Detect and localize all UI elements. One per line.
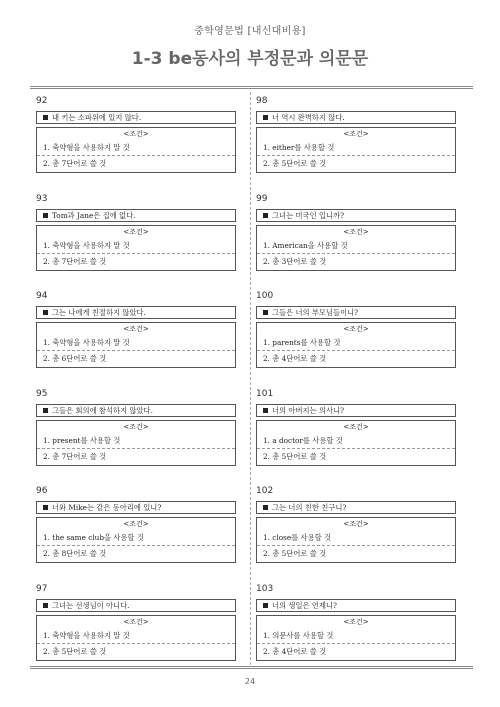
condition-1: 1. American을 사용할 것 — [263, 240, 348, 250]
question-item — [36, 486, 236, 584]
question-item — [256, 291, 456, 389]
prompt-text: 내 키는 소파위에 있지 않다. — [52, 113, 142, 122]
condition-2: 2. 총 7단어로 쓸 것 — [43, 451, 107, 461]
condition-box — [256, 225, 456, 271]
condition-box — [256, 420, 456, 466]
question-item — [256, 194, 456, 292]
prompt-text: 너 역시 완벽하지 않다. — [272, 113, 345, 122]
question-item — [36, 194, 236, 292]
condition-box — [36, 322, 236, 368]
condition-box — [256, 615, 456, 661]
square-bullet-icon — [43, 408, 48, 413]
condition-1: 1. 의문사를 사용할 것 — [263, 630, 334, 640]
condition-1: 1. either를 사용할 것 — [263, 143, 335, 152]
condition-heading: <조건> — [123, 422, 149, 431]
condition-heading: <조건> — [343, 617, 369, 626]
prompt-text: 그는 너의 친한 친구니? — [272, 503, 347, 513]
square-bullet-icon — [43, 115, 48, 120]
question-prompt — [36, 111, 236, 124]
page-title: 1-3 be동사의 부정문과 의문문 — [131, 49, 369, 69]
condition-1: 1. parents를 사용할 것 — [263, 338, 341, 348]
question-item — [36, 96, 236, 194]
prompt-text: 너의 아버지는 의사니? — [272, 405, 344, 415]
question-item — [36, 389, 236, 487]
question-prompt — [256, 599, 456, 612]
prompt-text: 너의 생일은 언제니? — [272, 600, 337, 610]
condition-2: 2. 총 4단어로 쓸 것 — [263, 646, 327, 656]
condition-box — [256, 322, 456, 368]
condition-heading: <조건> — [123, 617, 149, 626]
question-prompt — [256, 209, 456, 222]
condition-box — [36, 225, 236, 271]
question-prompt — [36, 306, 236, 319]
prompt-text: 그들은 회의에 참석하지 않았다. — [52, 405, 153, 415]
square-bullet-icon — [263, 115, 268, 120]
condition-box — [256, 127, 456, 173]
question-item — [256, 96, 456, 194]
question-number: 92 — [36, 96, 48, 106]
condition-1: 1. 축약형을 사용하지 말 것 — [43, 143, 130, 152]
condition-heading: <조건> — [123, 227, 149, 236]
condition-2: 2. 총 5단어로 쓸 것 — [263, 451, 327, 461]
condition-heading: <조건> — [343, 325, 369, 334]
condition-1: 1. close를 사용할 것 — [263, 533, 332, 543]
condition-box — [36, 420, 236, 466]
question-number: 101 — [256, 388, 274, 399]
condition-1: 1. 축약형을 사용하지 말 것 — [43, 630, 130, 640]
question-number: 96 — [36, 486, 48, 497]
condition-heading: <조건> — [123, 130, 149, 138]
question-number: 93 — [36, 193, 48, 204]
bottom-rule — [30, 666, 473, 669]
square-bullet-icon — [43, 603, 48, 608]
condition-1: 1. the same club을 사용할 것 — [43, 533, 144, 543]
condition-1: 1. 축약형을 사용하지 말 것 — [43, 240, 130, 250]
condition-2: 2. 총 5단어로 쓸 것 — [263, 159, 327, 168]
condition-2: 2. 총 7단어로 쓸 것 — [43, 256, 107, 266]
prompt-text: 너와 Mike는 같은 동아리에 있니? — [52, 503, 162, 513]
condition-box — [36, 615, 236, 661]
condition-heading: <조건> — [123, 325, 149, 334]
condition-heading: <조건> — [343, 422, 369, 431]
square-bullet-icon — [43, 505, 48, 510]
condition-2: 2. 총 7단어로 쓸 것 — [43, 159, 107, 168]
condition-heading: <조건> — [343, 130, 369, 138]
condition-2: 2. 총 3단어로 쓸 것 — [263, 256, 327, 266]
question-prompt — [36, 501, 236, 514]
question-number: 99 — [256, 193, 268, 204]
square-bullet-icon — [263, 408, 268, 413]
prompt-text: Tom과 Jane은 집에 없다. — [52, 210, 136, 220]
square-bullet-icon — [263, 213, 268, 218]
question-number: 94 — [36, 291, 48, 302]
question-prompt — [256, 501, 456, 514]
column-divider — [250, 92, 251, 665]
condition-heading: <조건> — [343, 520, 369, 529]
square-bullet-icon — [263, 310, 268, 315]
question-prompt — [36, 404, 236, 417]
question-prompt — [36, 209, 236, 222]
condition-1: 1. present를 사용할 것 — [43, 435, 121, 445]
condition-heading: <조건> — [343, 227, 369, 236]
condition-1: 1. a doctor를 사용할 것 — [263, 435, 343, 445]
square-bullet-icon — [263, 505, 268, 510]
question-prompt — [256, 111, 456, 124]
top-rule — [30, 86, 473, 89]
prompt-text: 그녀는 미국인 입니까? — [272, 210, 344, 220]
question-item — [36, 291, 236, 389]
square-bullet-icon — [263, 603, 268, 608]
square-bullet-icon — [43, 310, 48, 315]
condition-2: 2. 총 5단어로 쓸 것 — [43, 646, 107, 656]
question-prompt — [256, 306, 456, 319]
question-number: 98 — [256, 96, 268, 106]
question-prompt — [36, 599, 236, 612]
condition-box — [256, 517, 456, 563]
condition-2: 2. 총 5단어로 쓸 것 — [263, 549, 327, 559]
question-number: 103 — [256, 583, 274, 594]
square-bullet-icon — [43, 213, 48, 218]
condition-2: 2. 총 6단어로 쓸 것 — [43, 354, 107, 364]
condition-box — [36, 127, 236, 173]
prompt-text: 그는 나에게 친절하지 않았다. — [52, 308, 146, 318]
question-item — [256, 486, 456, 584]
prompt-text: 그녀는 선생님이 아니다. — [52, 600, 130, 610]
question-item — [256, 389, 456, 487]
left-column — [36, 96, 236, 682]
condition-heading: <조건> — [123, 520, 149, 529]
condition-2: 2. 총 4단어로 쓸 것 — [263, 354, 327, 364]
condition-2: 2. 총 8단어로 쓸 것 — [43, 549, 107, 559]
condition-1: 1. 축약형을 사용하지 말 것 — [43, 338, 130, 348]
question-number: 95 — [36, 388, 48, 399]
condition-box — [36, 517, 236, 563]
page-number: 24 — [244, 677, 256, 686]
question-number: 100 — [256, 291, 274, 302]
question-number: 102 — [256, 486, 274, 497]
prompt-text: 그들은 너의 부모님들이니? — [272, 308, 359, 318]
page-subtitle: 중학영문법 [내신대비용] — [194, 26, 306, 37]
right-column — [256, 96, 456, 682]
question-prompt — [256, 404, 456, 417]
question-number: 97 — [36, 583, 48, 594]
